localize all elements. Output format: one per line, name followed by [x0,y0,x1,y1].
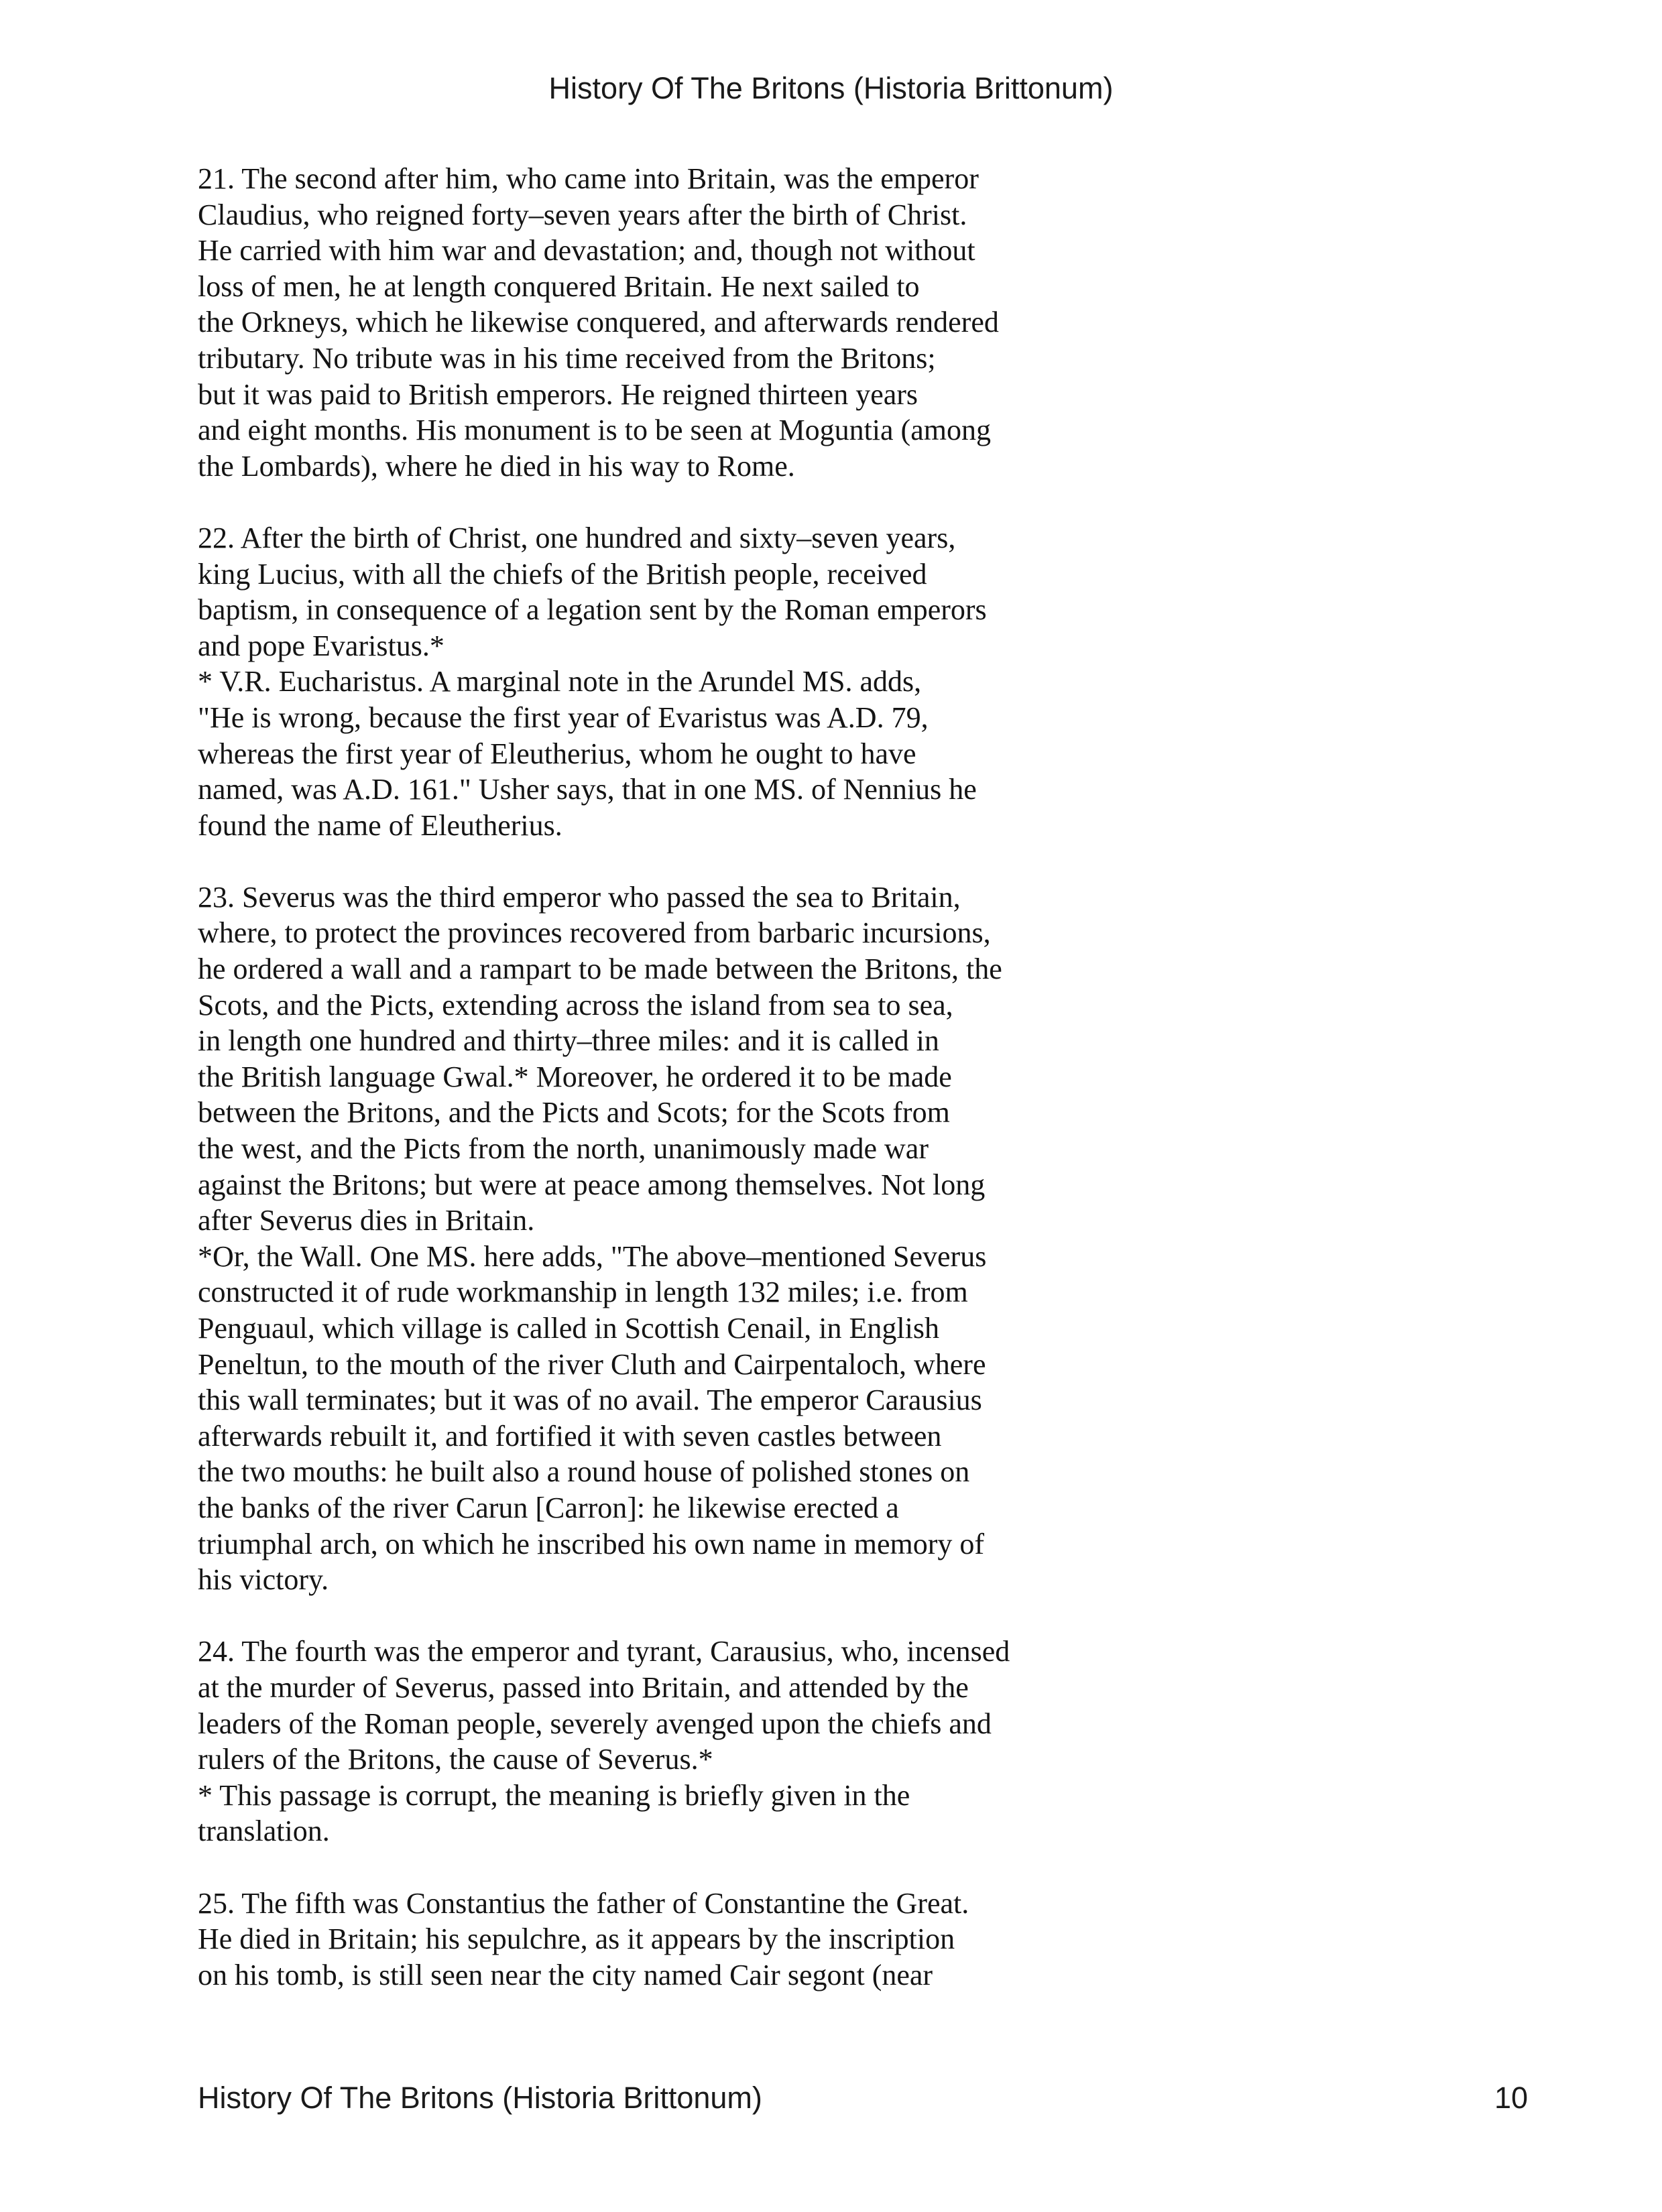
footnote-line: * This passage is corrupt, the meaning is briefly given in the [198,1778,910,1812]
text-line: He carried with him war and devastation; and, though not without [198,234,975,267]
text-line: He died in Britain; his sepulchre, as it appears by the inscription [198,1922,955,1956]
footnote-line: this wall terminates; but it was of no avail. The emperor Carausius [198,1384,982,1417]
text-line: but it was paid to British emperors. He reigned thirteen years [198,377,918,411]
text-line: he ordered a wall and a rampart to be made between the Britons, the [198,953,1002,986]
page-number: 10 [1494,2081,1528,2115]
paragraph-21 [198,161,1405,484]
text-line: leaders of the Roman people, severely avenged upon the chiefs and [198,1707,992,1740]
text-line: where, to protect the provinces recovered from barbaric incursions, [198,916,991,950]
text-line: in length one hundred and thirty–three miles: and it is called in [198,1024,939,1058]
footer-title: History Of The Britons (Historia Brittonum) [198,2081,762,2115]
text-line: and pope Evaristus.* [198,629,444,662]
footnote-line: "He is wrong, because the first year of Evaristus was A.D. 79, [198,700,929,734]
text-line: Claudius, who reigned forty–seven years after the birth of Christ. [198,198,967,231]
body-text [198,161,1405,2029]
text-line: at the murder of Severus, passed into Britain, and attended by the [198,1670,969,1704]
text-line: 21. The second after him, who came into Britain, was the emperor [198,162,979,195]
footnote-line: triumphal arch, on which he inscribed his own name in memory of [198,1527,985,1560]
text-line: rulers of the Britons, the cause of Severus.* [198,1743,713,1776]
text-line: on his tomb, is still seen near the city named Cair segont (near [198,1958,933,1991]
footnote-line: the banks of the river Carun [Carron]: he likewise erected a [198,1491,899,1524]
footnote-line: the two mouths: he built also a round house of polished stones on [198,1455,970,1489]
footnote-line: Penguaul, which village is called in Scottish Cenail, in English [198,1312,939,1345]
text-line: tributary. No tribute was in his time received from the Britons; [198,341,936,375]
footnote-line: found the name of Eleutherius. [198,808,562,842]
text-line: 22. After the birth of Christ, one hundred and sixty–seven years, [198,521,956,554]
text-line: and eight months. His monument is to be seen at Moguntia (among [198,414,991,447]
text-line: Scots, and the Picts, extending across the island from sea to sea, [198,988,953,1022]
running-header: History Of The Britons (Historia Brittonum) [548,71,1114,105]
paragraph-24 [198,1634,1405,1849]
paragraph-23 [198,879,1405,1598]
footnote-line: whereas the first year of Eleutherius, whom he ought to have [198,737,916,770]
paragraph-25 [198,1886,1405,1993]
text-line: the British language Gwal.* Moreover, he ordered it to be made [198,1060,952,1093]
footnote-line: afterwards rebuilt it, and fortified it with seven castles between [198,1419,942,1453]
text-line: the west, and the Picts from the north, unanimously made war [198,1132,929,1166]
footnote-line: his victory. [198,1563,329,1597]
text-line: king Lucius, with all the chiefs of the British people, received [198,557,927,591]
text-line: after Severus dies in Britain. [198,1204,535,1237]
text-line: between the Britons, and the Picts and Scots; for the Scots from [198,1096,950,1129]
footnote-line: translation. [198,1815,330,1848]
footnote-line: *Or, the Wall. One MS. here adds, "The above–mentioned Severus [198,1239,987,1273]
footnote-line: constructed it of rude workmanship in length 132 miles; i.e. from [198,1276,968,1309]
text-line: the Lombards), where he died in his way to Rome. [198,449,795,483]
footnote-line: named, was A.D. 161." Usher says, that in one MS. of Nennius he [198,773,977,806]
text-line: baptism, in consequence of a legation sent by the Roman emperors [198,593,987,627]
footnote-line: * V.R. Eucharistus. A marginal note in the Arundel MS. adds, [198,665,922,698]
text-line: the Orkneys, which he likewise conquered, and afterwards rendered [198,306,999,339]
text-line: 25. The fifth was Constantius the father of Constantine the Great. [198,1886,969,1920]
text-line: 24. The fourth was the emperor and tyrant, Carausius, who, incensed [198,1635,1010,1668]
footnote-line: Peneltun, to the mouth of the river Cluth and Cairpentaloch, where [198,1347,986,1381]
text-line: loss of men, he at length conquered Britain. He next sailed to [198,269,920,303]
paragraph-22 [198,520,1405,843]
text-line: against the Britons; but were at peace among themselves. Not long [198,1168,986,1201]
text-line: 23. Severus was the third emperor who passed the sea to Britain, [198,880,961,914]
